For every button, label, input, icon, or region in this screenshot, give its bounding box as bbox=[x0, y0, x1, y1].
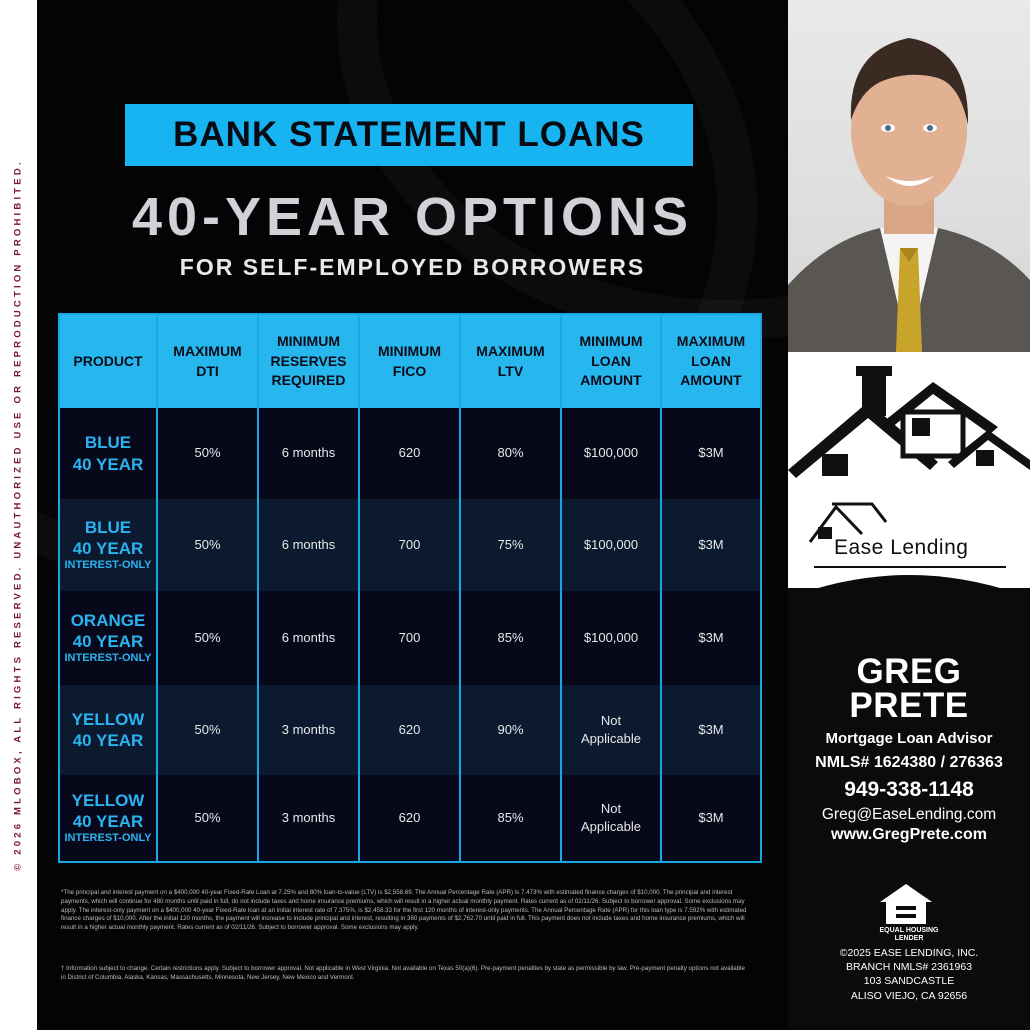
equal-housing-label: EQUAL HOUSING LENDER bbox=[879, 927, 939, 943]
table-header-row bbox=[60, 315, 760, 410]
table-row bbox=[60, 408, 760, 499]
table-cell: $100,000 bbox=[562, 591, 662, 685]
table-cell: 6 months bbox=[259, 408, 360, 499]
product-cell: YELLOW 40 YEAR bbox=[60, 685, 158, 775]
disclaimer-primary: *The principal and interest payment on a $400,000 40-year Fixed-Rate Loan at 7.25% and 80% loan-to-value (LTV) is $2,558.69. The Annual Percentage Rate (APR) is 7.473% with estimated finance charges of $10,000. The principal and interest payments, which will continue for 480 months until paid in full, do not include taxes and home insurance premiums, which will result in a higher actual monthly payment. Rates current as of 02/11/26. Subject to borrower approval. Some exclusions may apply. The interest-only payment on a $400,000 40-year Fixed-Rate loan at an initial interest rate of 7.375%, is $2,458.33 for the first 120 months of interest-only payments. The Annual Percentage Rate (APR) for this loan type is 7.592% with estimated finance charges of $10,000. After the initial 120 months, the payment will increase to include principal and interest, resulting in 360 payments of $2,762.70 until paid in full. This payment does not include taxes and home insurance premiums, which will result in a higher actual monthly payment. Rates current as of 02/11/26. Subject to borrower approval. Some exclusions may apply. bbox=[61, 889, 747, 932]
table-cell: 50% bbox=[158, 499, 259, 591]
product-cell: YELLOW 40 YEAR INTEREST-ONLY bbox=[60, 775, 158, 861]
table-cell: $100,000 bbox=[562, 499, 662, 591]
agent-panel bbox=[788, 0, 1030, 1030]
agent-first-name: GREG bbox=[856, 652, 962, 691]
table-cell: 620 bbox=[360, 775, 461, 861]
header-cell: PRODUCT bbox=[60, 315, 158, 408]
agent-email[interactable]: Greg@EaseLending.com bbox=[821, 806, 997, 823]
header-cell: MINIMUM LOAN AMOUNT bbox=[562, 315, 662, 408]
disclaimer-secondary: † Information subject to change. Certain restrictions apply. Subject to borrower approval. Not applicable in West Virginia. Not available on Texas 50(a)(6). Pre-payment penalties by state as permissible by law. Pre-payment penalty options not available in District of Columbia, Alaska, Kansas, Massachusetts, Minnesota, New Jersey, New Mexico and Vermont. bbox=[61, 965, 745, 981]
agent-nmls: NMLS# 1624380 / 276363 bbox=[815, 754, 1003, 771]
table-cell: 90% bbox=[461, 685, 562, 775]
flyer-main bbox=[37, 0, 788, 1030]
header-cell: MINIMUM RESERVES REQUIRED bbox=[259, 315, 360, 408]
table-cell: Not Applicable bbox=[562, 775, 662, 861]
left-strip bbox=[0, 0, 37, 1030]
table-cell: $3M bbox=[698, 629, 724, 645]
headshot-photo bbox=[788, 0, 1030, 352]
table-row bbox=[60, 591, 760, 685]
table-cell: 3 months bbox=[259, 775, 360, 861]
header-cell: MINIMUM FICO bbox=[360, 315, 461, 408]
agent-phone[interactable]: 949-338-1148 bbox=[844, 778, 974, 801]
banner-title: BANK STATEMENT LOANS bbox=[173, 115, 645, 154]
table-cell: 50% bbox=[158, 685, 259, 775]
table-cell: 50% bbox=[158, 591, 259, 685]
copyright-notice: © 2026 MLOBOX, ALL RIGHTS RESERVED. UNAUTHORIZED USE OR REPRODUCTION PROHIBITED. bbox=[12, 159, 24, 871]
table-row bbox=[60, 499, 760, 591]
header-cell: MAXIMUM LTV bbox=[461, 315, 562, 408]
table-cell: 85% bbox=[461, 591, 562, 685]
table-cell: 6 months bbox=[259, 591, 360, 685]
table-cell: 3 months bbox=[259, 685, 360, 775]
table-cell: $3M bbox=[698, 809, 724, 825]
banner bbox=[125, 104, 693, 166]
company-name: Ease Lending bbox=[834, 536, 969, 559]
table-cell: 50% bbox=[158, 775, 259, 861]
table-row bbox=[60, 685, 760, 775]
table-cell: 6 months bbox=[259, 499, 360, 591]
agent-title: Mortgage Loan Advisor bbox=[825, 730, 993, 747]
subheadline: FOR SELF-EMPLOYED BORROWERS bbox=[179, 254, 646, 280]
table-cell: 50% bbox=[158, 408, 259, 499]
table-cell: 700 bbox=[360, 591, 461, 685]
agent-website[interactable]: www.GregPrete.com bbox=[831, 826, 987, 843]
table-cell: $3M bbox=[698, 721, 724, 737]
product-cell: BLUE 40 YEAR INTEREST-ONLY bbox=[60, 499, 158, 591]
table-row bbox=[60, 775, 760, 861]
header-cell: MAXIMUM LOAN AMOUNT bbox=[676, 333, 746, 389]
table-cell: 620 bbox=[360, 408, 461, 499]
headline: 40-YEAR OPTIONS bbox=[131, 187, 694, 247]
company-footer: ©2025 EASE LENDING, INC. BRANCH NMLS# 2361963 103 SANDCASTLE ALISO VIEJO, CA 92656 bbox=[839, 947, 979, 1002]
product-cell: BLUE 40 YEAR bbox=[60, 408, 158, 499]
headshot-photo-icon bbox=[788, 0, 1030, 352]
table-cell: 85% bbox=[461, 775, 562, 861]
table-cell: 620 bbox=[360, 685, 461, 775]
table-cell: $100,000 bbox=[562, 408, 662, 499]
table-cell: $3M bbox=[698, 536, 724, 552]
table-cell: 700 bbox=[360, 499, 461, 591]
table-cell: $3M bbox=[698, 445, 724, 461]
table-cell: 80% bbox=[461, 408, 562, 499]
product-cell: ORANGE 40 YEAR INTEREST-ONLY bbox=[60, 591, 158, 685]
table-cell: 75% bbox=[461, 499, 562, 591]
loan-options-table bbox=[58, 313, 762, 863]
agent-last-name: PRETE bbox=[849, 686, 969, 725]
header-cell: MAXIMUM DTI bbox=[158, 315, 259, 408]
table-cell: Not Applicable bbox=[562, 685, 662, 775]
